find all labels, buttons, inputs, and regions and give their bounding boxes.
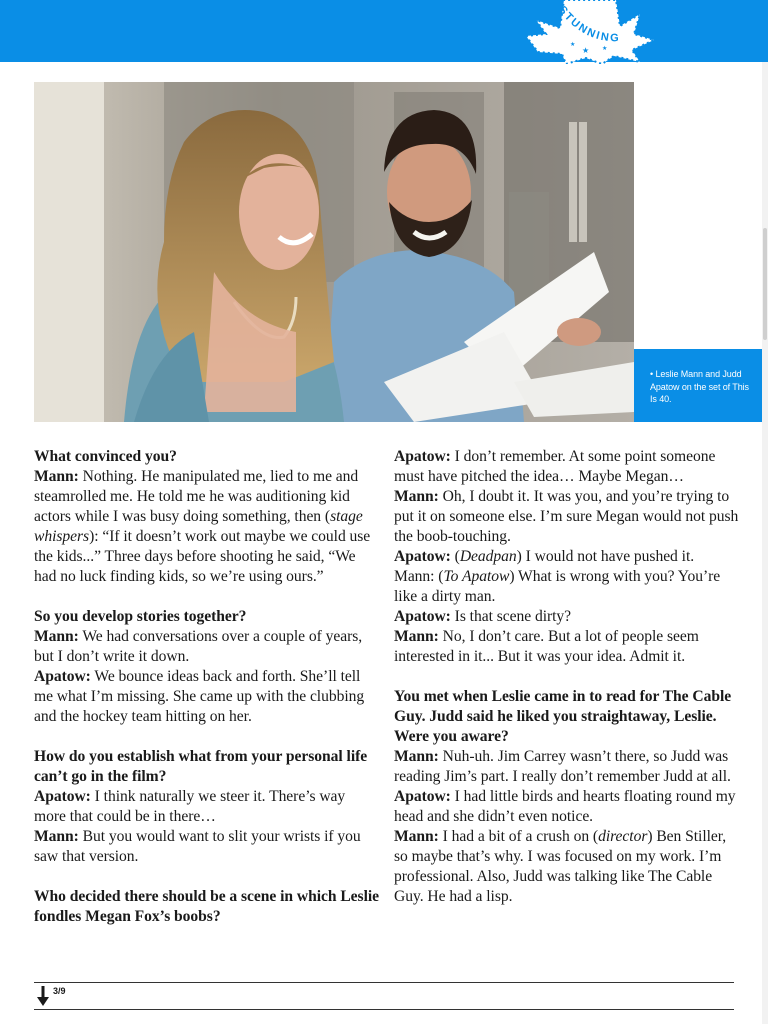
answer-text: We had conversations over a couple of years, but I don’t write it down.: [34, 628, 363, 665]
article-column-left: [34, 447, 379, 927]
interview-answer: [34, 467, 379, 587]
down-arrow-icon[interactable]: [37, 986, 49, 1006]
article-photo: [34, 82, 634, 422]
answer-text: I don’t remember. At some point someone must have pitched the idea… Maybe Megan…: [394, 448, 716, 485]
answer-text: I had a bit of a crush on (: [438, 828, 599, 845]
interview-question: How do you establish what from your personal life can’t go in the film?: [34, 748, 368, 785]
speaker-name: Mann:: [34, 468, 79, 485]
speaker-name: Mann:: [394, 748, 439, 765]
interview-answer: [394, 487, 739, 547]
svg-text:★: ★: [582, 46, 590, 55]
answer-text: ) I would not have pushed it.: [516, 548, 695, 565]
photo-caption: • Leslie Mann and Judd Apatow on the set of This Is 40.: [650, 369, 749, 404]
answer-text: I had little birds and hearts floating round my head and she didn’t even notice.: [394, 788, 736, 825]
footer-divider-top: [34, 982, 734, 983]
interview-answer: [394, 547, 739, 567]
interview-answer: [394, 607, 739, 627]
interview-answer: [394, 827, 739, 907]
interview-question: You met when Leslie came in to read for The Cable Guy. Judd said he liked you straightaway, Leslie. Were you aware?: [394, 688, 732, 745]
interview-question: What convinced you?: [34, 448, 177, 465]
stage-direction: stage whispers: [34, 508, 363, 545]
footer-divider-bottom: [34, 1009, 734, 1010]
stage-direction: To Apatow: [443, 568, 510, 585]
interview-question: So you develop stories together?: [34, 608, 247, 625]
svg-text:★: ★: [570, 41, 576, 48]
answer-text: We bounce ideas back and forth. She’ll tell me what I’m missing. She came up with the clubbing and the hockey team hitting on her.: [34, 668, 365, 725]
answer-text: Mann: (: [394, 568, 444, 585]
paragraph-gap: [34, 587, 379, 607]
interview-answer: [394, 747, 739, 787]
scroll-thumb[interactable]: [763, 228, 767, 340]
answer-text: ): “If it doesn’t work out maybe we could use the kids...” Three days before shooting he said, “We had no luck finding kids, so we’re using ours.”: [34, 528, 371, 585]
speaker-name: Apatow:: [34, 788, 91, 805]
speaker-name: Mann:: [34, 828, 79, 845]
speaker-name: Apatow:: [34, 668, 91, 685]
badge-text: STUNNING: [555, 3, 621, 45]
speaker-name: Apatow:: [394, 788, 451, 805]
svg-text:★: ★: [602, 45, 608, 52]
interview-question: Who decided there should be a scene in which Leslie fondles Megan Fox’s boobs?: [34, 888, 380, 925]
interview-answer: [394, 567, 739, 607]
answer-text: ) Ben Stiller, so maybe that’s why. I was focused on my work. I’m professional. Also, Judd was talking like The Cable Guy. He had a lisp.: [394, 828, 727, 905]
scroll-track[interactable]: [762, 62, 768, 1024]
article-column-right: [394, 447, 739, 907]
interview-answer: [394, 787, 739, 827]
answer-text: Oh, I doubt it. It was you, and you’re trying to put it on someone else. I’m sure Megan would not push the boob-touching.: [394, 488, 739, 545]
speaker-name: Mann:: [34, 628, 79, 645]
stage-direction: director: [598, 828, 648, 845]
interview-answer: [34, 627, 379, 667]
answer-text: Nothing. He manipulated me, lied to me and steamrolled me. He told me he was auditioning kid actors while I was busy doing something, then (: [34, 468, 359, 525]
stunning-star-badge: [516, 0, 656, 64]
interview-answer: [34, 667, 379, 727]
answer-text: Nuh-uh. Jim Carrey wasn’t there, so Judd was reading Jim’s part. I really don’t remember Judd at all.: [394, 748, 731, 785]
speaker-name: Mann:: [394, 488, 439, 505]
answer-text: Is that scene dirty?: [450, 608, 572, 625]
speaker-name: Mann:: [394, 828, 439, 845]
interview-answer: [34, 827, 379, 867]
paragraph-gap: [34, 867, 379, 887]
interview-answer: [394, 447, 739, 487]
answer-text: (: [450, 548, 460, 565]
answer-text: ) What is wrong with you? You’re like a dirty man.: [394, 568, 721, 605]
photo-caption-box: [634, 349, 762, 422]
paragraph-gap: [394, 667, 739, 687]
interview-answer: [394, 627, 739, 667]
speaker-name: Apatow:: [394, 548, 451, 565]
page-number: 3/9: [53, 986, 66, 996]
speaker-name: Apatow:: [394, 448, 451, 465]
answer-text: No, I don’t care. But a lot of people seem interested in it... But it was your idea. Admit it.: [394, 628, 699, 665]
speaker-name: Apatow:: [394, 608, 451, 625]
stage-direction: Deadpan: [459, 548, 517, 565]
speaker-name: Mann:: [394, 628, 439, 645]
answer-text: But you would want to slit your wrists if you saw that version.: [34, 828, 361, 865]
interview-answer: [34, 787, 379, 827]
paragraph-gap: [34, 727, 379, 747]
answer-text: I think naturally we steer it. There’s way more that could be in there…: [34, 788, 346, 825]
